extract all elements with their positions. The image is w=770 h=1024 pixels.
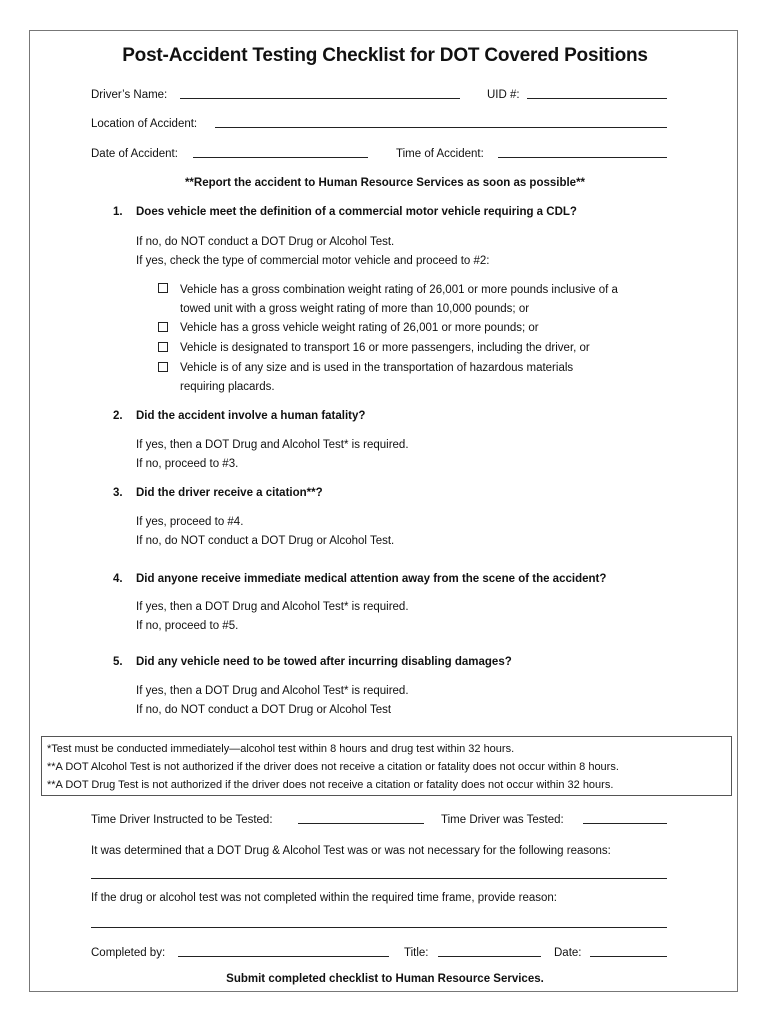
option-2-text: Vehicle has a gross vehicle weight rating of 26,001 or more pounds; or <box>180 322 539 334</box>
option-3-checkbox[interactable] <box>158 342 168 352</box>
time-field[interactable] <box>498 157 667 158</box>
q5-answer-no: If no, do NOT conduct a DOT Drug or Alcohol Test <box>136 704 392 716</box>
instructed-field[interactable] <box>298 823 424 824</box>
option-1-text: Vehicle has a gross combination weight rating of 26,001 or more pounds inclusive of a <box>180 284 618 296</box>
driver-name-label: Driver’s Name: <box>91 89 168 101</box>
completed-by-field[interactable] <box>178 956 389 957</box>
q3-number: 3. <box>113 487 123 499</box>
uid-label: UID #: <box>487 89 520 101</box>
q2-answer-no: If no, proceed to #3. <box>136 458 239 470</box>
q5-question: Did any vehicle need to be towed after incurring disabling damages? <box>136 656 512 668</box>
q1-number: 1. <box>113 206 123 218</box>
option-3-text: Vehicle is designated to transport 16 or more passengers, including the driver, or <box>180 342 590 354</box>
q3-question: Did the driver receive a citation**? <box>136 487 323 499</box>
q4-number: 4. <box>113 573 123 585</box>
location-label: Location of Accident: <box>91 118 198 130</box>
tested-field[interactable] <box>583 823 667 824</box>
date-field[interactable] <box>193 157 368 158</box>
q4-question: Did anyone receive immediate medical attention away from the scene of the accident? <box>136 573 607 585</box>
option-1-checkbox[interactable] <box>158 283 168 293</box>
footnote-3: **A DOT Drug Test is not authorized if the driver does not receive a citation or fatality does not occur within 32 hours. <box>47 779 614 791</box>
title-field[interactable] <box>438 956 541 957</box>
date-bottom-field[interactable] <box>590 956 667 957</box>
time-label: Time of Accident: <box>396 148 484 160</box>
q4-answer-no: If no, proceed to #5. <box>136 620 239 632</box>
q1-answer-yes: If yes, check the type of commercial motor vehicle and proceed to #2: <box>136 255 490 267</box>
uid-field[interactable] <box>527 98 667 99</box>
driver-name-field[interactable] <box>180 98 460 99</box>
option-4-text-cont: requiring placards. <box>180 381 275 393</box>
option-4-text: Vehicle is of any size and is used in the transportation of hazardous materials <box>180 362 574 374</box>
q5-answer-yes: If yes, then a DOT Drug and Alcohol Test* is required. <box>136 685 409 697</box>
report-note: **Report the accident to Human Resource Services as soon as possible** <box>184 177 586 189</box>
determined-field[interactable] <box>91 878 667 879</box>
q2-number: 2. <box>113 410 123 422</box>
q1-question: Does vehicle meet the definition of a commercial motor vehicle requiring a CDL? <box>136 206 577 218</box>
option-4-checkbox[interactable] <box>158 362 168 372</box>
q1-answer-no: If no, do NOT conduct a DOT Drug or Alcohol Test. <box>136 236 395 248</box>
date-bottom-label: Date: <box>554 947 582 959</box>
determined-label: It was determined that a DOT Drug & Alcohol Test was or was not necessary for the following reasons: <box>91 845 611 857</box>
option-1-text-cont: towed unit with a gross weight rating of more than 10,000 pounds; or <box>180 303 530 315</box>
footnotes-box <box>41 736 732 796</box>
date-label: Date of Accident: <box>91 148 178 160</box>
q2-answer-yes: If yes, then a DOT Drug and Alcohol Test* is required. <box>136 439 409 451</box>
footnote-1: *Test must be conducted immediately—alcohol test within 8 hours and drug test within 32 hours. <box>47 743 515 755</box>
option-2-checkbox[interactable] <box>158 322 168 332</box>
title-label: Title: <box>404 947 429 959</box>
q3-answer-no: If no, do NOT conduct a DOT Drug or Alcohol Test. <box>136 535 395 547</box>
q2-question: Did the accident involve a human fatality? <box>136 410 366 422</box>
submit-instruction: Submit completed checklist to Human Resource Services. <box>226 973 544 985</box>
page-title: Post-Accident Testing Checklist for DOT Covered Positions <box>122 45 648 66</box>
not-completed-field[interactable] <box>91 927 667 928</box>
footnote-2: **A DOT Alcohol Test is not authorized if the driver does not receive a citation or fatality does not occur within 8 hours. <box>47 761 619 773</box>
instructed-label: Time Driver Instructed to be Tested: <box>91 814 273 826</box>
location-field[interactable] <box>215 127 667 128</box>
tested-label: Time Driver was Tested: <box>441 814 564 826</box>
q3-answer-yes: If yes, proceed to #4. <box>136 516 244 528</box>
q4-answer-yes: If yes, then a DOT Drug and Alcohol Test* is required. <box>136 601 409 613</box>
not-completed-label: If the drug or alcohol test was not completed within the required time frame, provide reason: <box>91 892 557 904</box>
q5-number: 5. <box>113 656 123 668</box>
completed-by-label: Completed by: <box>91 947 166 959</box>
